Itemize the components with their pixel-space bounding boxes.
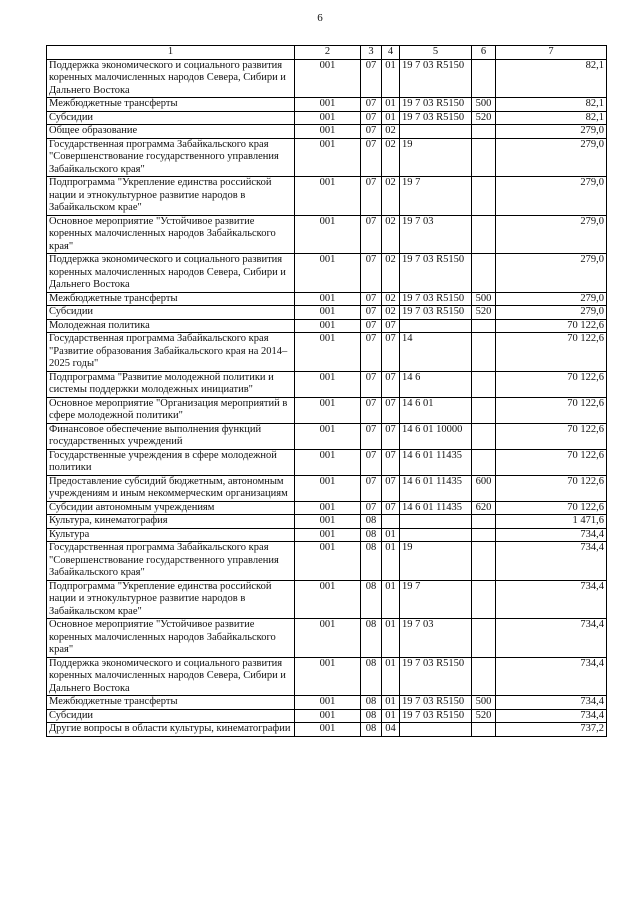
row-code-expense-type <box>472 449 496 475</box>
row-code-expense-type <box>472 371 496 397</box>
table-row <box>47 580 607 619</box>
row-code-admin: 001 <box>295 723 361 737</box>
row-code-expense-type <box>472 580 496 619</box>
row-code-expense-type: 600 <box>472 475 496 501</box>
row-code-target <box>400 528 472 542</box>
row-name: Другие вопросы в области культуры, кинематографии <box>47 723 295 737</box>
row-code-admin: 001 <box>295 98 361 112</box>
row-code-admin: 001 <box>295 709 361 723</box>
row-code-admin: 001 <box>295 59 361 98</box>
row-code-admin: 001 <box>295 254 361 293</box>
row-name: Финансовое обеспечение выполнения функций государственных учреждений <box>47 423 295 449</box>
table-body <box>47 59 607 736</box>
row-code-target: 19 7 03 R5150 <box>400 111 472 125</box>
row-code-section: 08 <box>361 580 382 619</box>
row-code-section: 07 <box>361 177 382 216</box>
row-code-section: 07 <box>361 319 382 333</box>
row-amount: 734,4 <box>496 696 607 710</box>
row-code-admin: 001 <box>295 580 361 619</box>
row-code-expense-type <box>472 254 496 293</box>
row-code-target: 14 6 <box>400 371 472 397</box>
row-amount: 70 122,6 <box>496 449 607 475</box>
row-amount: 70 122,6 <box>496 371 607 397</box>
row-code-target: 19 7 03 R5150 <box>400 292 472 306</box>
row-code-subsection: 04 <box>382 723 400 737</box>
row-code-expense-type: 620 <box>472 501 496 515</box>
row-name: Культура, кинематография <box>47 515 295 529</box>
row-code-expense-type: 520 <box>472 111 496 125</box>
row-code-section: 08 <box>361 657 382 696</box>
row-code-subsection: 07 <box>382 423 400 449</box>
row-amount: 279,0 <box>496 177 607 216</box>
row-code-target: 19 <box>400 138 472 177</box>
row-code-expense-type <box>472 723 496 737</box>
row-code-expense-type <box>472 319 496 333</box>
row-code-admin: 001 <box>295 177 361 216</box>
row-code-target: 19 7 03 R5150 <box>400 709 472 723</box>
row-amount: 734,4 <box>496 580 607 619</box>
row-name: Межбюджетные трансферты <box>47 292 295 306</box>
row-code-section: 07 <box>361 371 382 397</box>
row-code-target: 14 6 01 11435 <box>400 475 472 501</box>
row-code-subsection: 02 <box>382 254 400 293</box>
row-code-expense-type: 500 <box>472 98 496 112</box>
row-code-expense-type: 500 <box>472 696 496 710</box>
row-code-section: 07 <box>361 449 382 475</box>
row-code-target <box>400 723 472 737</box>
table-row <box>47 449 607 475</box>
row-amount: 82,1 <box>496 98 607 112</box>
row-code-section: 07 <box>361 333 382 372</box>
table-row <box>47 515 607 529</box>
row-code-target: 19 7 03 <box>400 215 472 254</box>
row-amount: 734,4 <box>496 709 607 723</box>
row-code-subsection: 02 <box>382 125 400 139</box>
row-code-admin: 001 <box>295 542 361 581</box>
table-header-row <box>47 46 607 60</box>
row-code-admin: 001 <box>295 423 361 449</box>
column-header: 2 <box>295 46 361 60</box>
row-code-section: 07 <box>361 306 382 320</box>
row-code-subsection: 07 <box>382 449 400 475</box>
row-code-section: 08 <box>361 696 382 710</box>
row-name: Молодежная политика <box>47 319 295 333</box>
budget-table <box>46 45 607 737</box>
row-name: Государственная программа Забайкальского края "Совершенствование государственного управления Забайкальского края" <box>47 542 295 581</box>
row-code-target: 19 7 03 R5150 <box>400 306 472 320</box>
table-row <box>47 98 607 112</box>
row-amount: 734,4 <box>496 619 607 658</box>
row-amount: 70 122,6 <box>496 501 607 515</box>
row-name: Государственная программа Забайкальского края "Совершенствование государственного управления Забайкальского края" <box>47 138 295 177</box>
row-code-section: 08 <box>361 619 382 658</box>
row-amount: 70 122,6 <box>496 333 607 372</box>
row-code-target: 14 6 01 10000 <box>400 423 472 449</box>
row-code-section: 08 <box>361 723 382 737</box>
table-row <box>47 125 607 139</box>
row-code-expense-type <box>472 528 496 542</box>
table-row <box>47 709 607 723</box>
row-code-admin: 001 <box>295 528 361 542</box>
column-header: 3 <box>361 46 382 60</box>
row-code-section: 07 <box>361 397 382 423</box>
row-code-expense-type <box>472 619 496 658</box>
row-code-subsection <box>382 515 400 529</box>
page-number: 6 <box>317 12 323 24</box>
row-amount: 734,4 <box>496 542 607 581</box>
row-code-admin: 001 <box>295 475 361 501</box>
column-header: 6 <box>472 46 496 60</box>
row-name: Подпрограмма "Укрепление единства российской нации и этнокультурное развитие народов в Забайкальском крае" <box>47 177 295 216</box>
table-row <box>47 501 607 515</box>
row-code-section: 08 <box>361 542 382 581</box>
row-name: Субсидии <box>47 709 295 723</box>
row-amount: 70 122,6 <box>496 423 607 449</box>
row-amount: 734,4 <box>496 528 607 542</box>
row-name: Субсидии <box>47 111 295 125</box>
row-code-target: 19 7 03 R5150 <box>400 254 472 293</box>
row-name: Подпрограмма "Развитие молодежной политики и системы поддержки молодежных инициатив" <box>47 371 295 397</box>
row-code-subsection: 01 <box>382 657 400 696</box>
table-row <box>47 111 607 125</box>
row-amount: 1 471,6 <box>496 515 607 529</box>
row-code-admin: 001 <box>295 111 361 125</box>
row-code-target <box>400 319 472 333</box>
table-row <box>47 397 607 423</box>
row-code-subsection: 02 <box>382 306 400 320</box>
row-code-section: 07 <box>361 215 382 254</box>
row-name: Поддержка экономического и социального развития коренных малочисленных народов Севера, Сибири и Дальнего Востока <box>47 254 295 293</box>
row-name: Межбюджетные трансферты <box>47 98 295 112</box>
row-code-section: 07 <box>361 475 382 501</box>
row-code-expense-type: 500 <box>472 292 496 306</box>
row-name: Культура <box>47 528 295 542</box>
row-amount: 279,0 <box>496 125 607 139</box>
row-code-admin: 001 <box>295 501 361 515</box>
column-header: 1 <box>47 46 295 60</box>
row-code-admin: 001 <box>295 449 361 475</box>
table-row <box>47 619 607 658</box>
row-code-subsection: 01 <box>382 696 400 710</box>
row-amount: 279,0 <box>496 292 607 306</box>
row-code-expense-type <box>472 423 496 449</box>
table-row <box>47 254 607 293</box>
row-amount: 70 122,6 <box>496 397 607 423</box>
column-header: 4 <box>382 46 400 60</box>
row-code-target: 19 7 03 R5150 <box>400 657 472 696</box>
row-name: Общее образование <box>47 125 295 139</box>
table-row <box>47 657 607 696</box>
row-code-section: 07 <box>361 111 382 125</box>
row-code-section: 07 <box>361 138 382 177</box>
table-row <box>47 177 607 216</box>
row-code-admin: 001 <box>295 292 361 306</box>
row-code-subsection: 01 <box>382 580 400 619</box>
row-amount: 279,0 <box>496 254 607 293</box>
row-code-section: 07 <box>361 292 382 306</box>
row-code-subsection: 02 <box>382 292 400 306</box>
row-code-expense-type: 520 <box>472 306 496 320</box>
row-code-subsection: 07 <box>382 371 400 397</box>
table-row <box>47 292 607 306</box>
row-code-expense-type <box>472 333 496 372</box>
row-amount: 737,2 <box>496 723 607 737</box>
row-code-subsection: 07 <box>382 319 400 333</box>
row-code-section: 07 <box>361 501 382 515</box>
row-code-admin: 001 <box>295 333 361 372</box>
table-row <box>47 723 607 737</box>
row-code-subsection: 02 <box>382 138 400 177</box>
row-code-expense-type <box>472 657 496 696</box>
row-code-target <box>400 515 472 529</box>
row-code-target: 19 <box>400 542 472 581</box>
row-code-subsection: 07 <box>382 397 400 423</box>
row-name: Предоставление субсидий бюджетным, автономным учреждениям и иным некоммерческим организациям <box>47 475 295 501</box>
table-row <box>47 475 607 501</box>
table-row <box>47 306 607 320</box>
row-code-target: 14 6 01 11435 <box>400 501 472 515</box>
row-amount: 279,0 <box>496 215 607 254</box>
row-name: Основное мероприятие "Устойчивое развитие коренных малочисленных народов Забайкальского края" <box>47 215 295 254</box>
row-code-section: 08 <box>361 528 382 542</box>
table-row <box>47 696 607 710</box>
row-code-section: 08 <box>361 515 382 529</box>
row-code-expense-type <box>472 125 496 139</box>
table-row <box>47 333 607 372</box>
row-code-expense-type: 520 <box>472 709 496 723</box>
row-code-admin: 001 <box>295 306 361 320</box>
row-name: Подпрограмма "Укрепление единства российской нации и этнокультурное развитие народов в Забайкальском крае" <box>47 580 295 619</box>
row-code-target: 14 6 01 11435 <box>400 449 472 475</box>
table-row <box>47 542 607 581</box>
row-amount: 279,0 <box>496 306 607 320</box>
row-code-expense-type <box>472 138 496 177</box>
row-code-subsection: 01 <box>382 528 400 542</box>
row-name: Поддержка экономического и социального развития коренных малочисленных народов Севера, Сибири и Дальнего Востока <box>47 657 295 696</box>
row-code-subsection: 07 <box>382 333 400 372</box>
table-row <box>47 59 607 98</box>
row-code-subsection: 01 <box>382 619 400 658</box>
row-code-expense-type <box>472 397 496 423</box>
row-code-subsection: 07 <box>382 501 400 515</box>
row-code-section: 07 <box>361 125 382 139</box>
row-code-subsection: 02 <box>382 177 400 216</box>
row-amount: 70 122,6 <box>496 319 607 333</box>
row-name: Субсидии <box>47 306 295 320</box>
row-code-expense-type <box>472 542 496 581</box>
row-code-section: 07 <box>361 98 382 112</box>
row-code-expense-type <box>472 515 496 529</box>
column-header: 5 <box>400 46 472 60</box>
row-amount: 82,1 <box>496 111 607 125</box>
row-amount: 82,1 <box>496 59 607 98</box>
row-code-subsection: 02 <box>382 215 400 254</box>
row-code-subsection: 01 <box>382 111 400 125</box>
row-amount: 70 122,6 <box>496 475 607 501</box>
row-amount: 734,4 <box>496 657 607 696</box>
row-code-subsection: 07 <box>382 475 400 501</box>
row-amount: 279,0 <box>496 138 607 177</box>
row-code-target: 14 <box>400 333 472 372</box>
row-code-target: 19 7 03 R5150 <box>400 98 472 112</box>
row-code-target: 19 7 03 <box>400 619 472 658</box>
table-row <box>47 138 607 177</box>
row-code-admin: 001 <box>295 125 361 139</box>
row-code-section: 07 <box>361 59 382 98</box>
row-code-section: 07 <box>361 423 382 449</box>
row-code-admin: 001 <box>295 397 361 423</box>
table-row <box>47 371 607 397</box>
row-code-section: 08 <box>361 709 382 723</box>
table-row <box>47 319 607 333</box>
row-code-subsection: 01 <box>382 98 400 112</box>
row-code-admin: 001 <box>295 138 361 177</box>
row-code-target: 19 7 <box>400 580 472 619</box>
row-code-target: 19 7 03 R5150 <box>400 696 472 710</box>
row-name: Государственная программа Забайкальского края "Развитие образования Забайкальского края на 2014–2025 годы" <box>47 333 295 372</box>
column-header: 7 <box>496 46 607 60</box>
row-name: Межбюджетные трансферты <box>47 696 295 710</box>
table-row <box>47 215 607 254</box>
row-code-subsection: 01 <box>382 59 400 98</box>
table-row <box>47 423 607 449</box>
row-name: Субсидии автономным учреждениям <box>47 501 295 515</box>
row-code-admin: 001 <box>295 619 361 658</box>
row-name: Основное мероприятие "Устойчивое развитие коренных малочисленных народов Забайкальского края" <box>47 619 295 658</box>
row-name: Основное мероприятие "Организация мероприятий в сфере молодежной политики" <box>47 397 295 423</box>
row-code-section: 07 <box>361 254 382 293</box>
table-row <box>47 528 607 542</box>
row-code-expense-type <box>472 59 496 98</box>
row-code-target: 19 7 03 R5150 <box>400 59 472 98</box>
row-code-subsection: 01 <box>382 542 400 581</box>
row-code-admin: 001 <box>295 515 361 529</box>
row-code-admin: 001 <box>295 371 361 397</box>
row-code-target: 19 7 <box>400 177 472 216</box>
row-name: Государственные учреждения в сфере молодежной политики <box>47 449 295 475</box>
row-code-admin: 001 <box>295 696 361 710</box>
row-code-admin: 001 <box>295 657 361 696</box>
row-code-admin: 001 <box>295 319 361 333</box>
row-code-subsection: 01 <box>382 709 400 723</box>
row-code-admin: 001 <box>295 215 361 254</box>
row-code-expense-type <box>472 177 496 216</box>
row-code-target <box>400 125 472 139</box>
row-code-target: 14 6 01 <box>400 397 472 423</box>
row-name: Поддержка экономического и социального развития коренных малочисленных народов Севера, Сибири и Дальнего Востока <box>47 59 295 98</box>
row-code-expense-type <box>472 215 496 254</box>
